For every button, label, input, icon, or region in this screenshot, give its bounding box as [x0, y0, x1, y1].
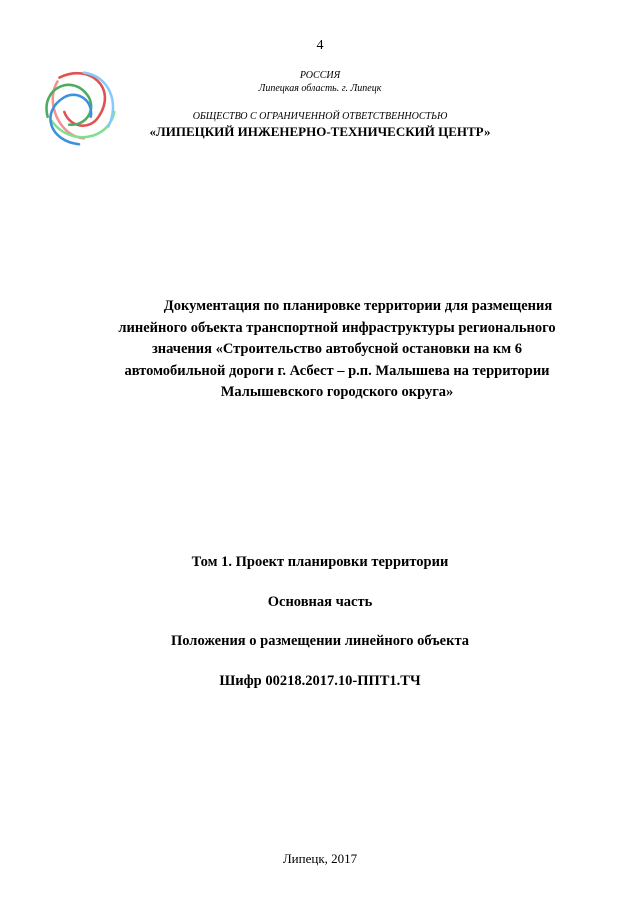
document-title — [72, 296, 602, 404]
title-line: Документация по планировке территории для размещения — [163, 298, 553, 314]
volume-title: Том 1. Проект планировки территории — [191, 554, 449, 570]
cipher: Шифр 00218.2017.10-ППТ1.ТЧ — [219, 673, 421, 689]
header-region: Липецкая область. г. Липецк — [258, 83, 382, 94]
header-company-type: ОБЩЕСТВО С ОГРАНИЧЕННОЙ ОТВЕТСТВЕННОСТЬЮ — [192, 111, 448, 122]
header-company-name: «ЛИПЕЦКИЙ ИНЖЕНЕРНО-ТЕХНИЧЕСКИЙ ЦЕНТР» — [149, 124, 491, 139]
part-title: Основная часть — [267, 594, 373, 610]
title-line: значения «Строительство автобусной остановки на км 6 — [151, 341, 523, 357]
title-line: линейного объекта транспортной инфраструктуры регионального — [118, 319, 556, 336]
title-line: Малышевского городского округа» — [220, 384, 454, 400]
header-country: РОССИЯ — [299, 70, 341, 81]
section-title: Положения о размещении линейного объекта — [170, 633, 470, 649]
title-line: автомобильной дороги г. Асбест – р.п. Малышева на территории — [124, 362, 550, 379]
page-number: 4 — [316, 38, 324, 53]
city-year: Липецк, 2017 — [282, 851, 358, 866]
